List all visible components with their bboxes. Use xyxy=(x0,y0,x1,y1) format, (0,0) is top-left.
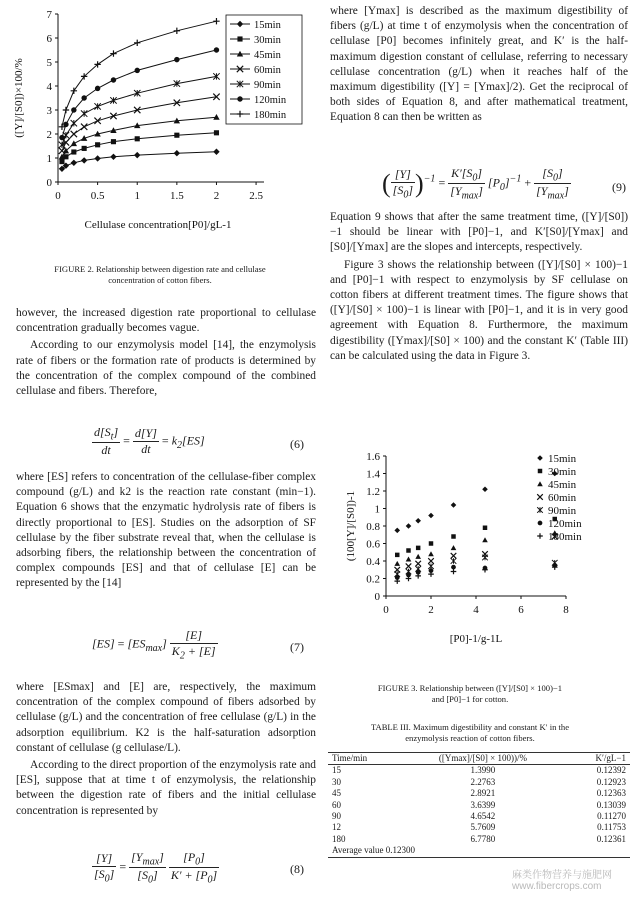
x-axis-label: [P0]-1/g-1L xyxy=(449,633,503,645)
data-point xyxy=(71,140,77,146)
table-row xyxy=(328,777,630,788)
data-point xyxy=(394,561,400,566)
legend-label: 90min xyxy=(548,505,577,517)
data-point xyxy=(537,455,543,461)
series-60min xyxy=(394,534,557,573)
table-row xyxy=(328,822,630,833)
data-point xyxy=(174,133,179,138)
y-tick-label: 0.6 xyxy=(366,538,380,551)
legend-label: 45min xyxy=(548,479,577,491)
table-header: ([Ymax]/[S0] × 100))/% xyxy=(438,753,527,763)
y-tick-label: 0.4 xyxy=(366,556,380,568)
data-point xyxy=(428,563,434,569)
data-point xyxy=(59,135,64,140)
table-cell: 12 xyxy=(332,822,341,833)
data-point xyxy=(111,77,116,82)
series-line xyxy=(62,97,217,151)
data-point xyxy=(538,521,543,526)
data-point xyxy=(406,576,412,582)
paragraph: where [Ymax] is described as the maximum digestibility of fibers (g/L) at time t of enzymolysis when the concentration of cellulase [P0] becomes infinitely great, and K′ is the half-maximum digestion constant of cellulase, referring to necessary cellulase concentration (g/L) when it reaches half of the maximum digestibility ([Y] = [Ymax]/2). Get the reciprocal of both sides of Equation 8, and after mathematical treatment, Equation 8 can then be written as xyxy=(330,5,628,124)
table-cell: 45 xyxy=(332,788,341,799)
legend-label: 120min xyxy=(548,518,582,530)
data-point xyxy=(110,50,116,56)
legend-label: 180min xyxy=(254,110,287,121)
data-point xyxy=(482,486,488,492)
figure-2-caption: FIGURE 2. Relationship between digestion rate and cellulase concentration of cotton fibers. xyxy=(54,264,266,285)
x-tick-label: 0 xyxy=(55,190,61,202)
series-line xyxy=(62,50,217,138)
data-point xyxy=(135,68,140,73)
table-cell: 2.2763 xyxy=(470,776,496,787)
y-tick-label: 5 xyxy=(46,57,52,69)
data-point xyxy=(451,569,457,575)
table-row xyxy=(328,765,630,777)
data-point xyxy=(406,548,410,552)
data-point xyxy=(59,159,64,164)
table-cell: 6.7780 xyxy=(470,833,496,844)
data-point xyxy=(406,523,412,529)
data-point xyxy=(71,88,77,94)
table-cell: 60 xyxy=(332,799,341,810)
legend-label: 60min xyxy=(254,65,281,76)
legend-label: 45min xyxy=(254,50,281,61)
table-title-line: TABLE III. Maximum digestibility and constant K′ in the xyxy=(370,722,570,732)
data-point xyxy=(174,28,180,34)
series-30min xyxy=(395,517,557,557)
data-point xyxy=(81,157,87,163)
data-point xyxy=(428,513,434,519)
y-tick-label: 0 xyxy=(46,177,52,189)
data-point xyxy=(483,526,487,530)
data-point xyxy=(110,113,116,119)
x-tick-label: 1.5 xyxy=(169,190,184,202)
x-tick-label: 2 xyxy=(428,604,434,616)
data-point xyxy=(95,86,100,91)
y-tick-label: 0.2 xyxy=(366,573,380,586)
legend xyxy=(226,15,302,124)
table-3 xyxy=(328,752,630,858)
data-point xyxy=(451,502,457,508)
data-point xyxy=(394,528,400,534)
table-row xyxy=(328,788,630,799)
data-point xyxy=(395,553,399,557)
data-point xyxy=(81,110,87,116)
watermark-line: www.fibercrops.com xyxy=(512,881,602,892)
equation-6: $\frac{d[S_t]}{dt}$ = $\frac{d[Y]}{dt}$ = $k_2[ES]$ xyxy=(94,425,205,458)
paragraph: where [ES] refers to concentration of the cellulase-fiber complex compound (g/L) and k2 is the reaction rate constant (min−1). Equation 6 shows that the enzymatic hydrolysis rate of fibers is directly proportional to [ES]. Studies on the adsorption of SF cellulase by the fiber substrate reveal that, when the cellulase is adsorbing fibers, the relationship between the concentration of complex compounds [ES] and that of cellulase [E] can be represented by the [14] xyxy=(16,471,316,590)
data-point xyxy=(134,90,140,96)
table-row xyxy=(328,834,630,845)
data-point xyxy=(71,107,76,112)
series-15min xyxy=(394,471,557,533)
series-120min xyxy=(395,563,557,580)
table-header: Time/min xyxy=(332,753,368,763)
data-point xyxy=(174,150,180,156)
data-point xyxy=(94,155,100,161)
data-point xyxy=(174,57,179,62)
data-point xyxy=(428,571,434,577)
figure-2-chart xyxy=(8,2,308,264)
watermark xyxy=(512,866,612,892)
y-tick-label: 1 xyxy=(46,153,52,165)
table-row xyxy=(328,811,630,822)
data-point xyxy=(406,563,412,569)
data-point xyxy=(394,578,400,584)
data-point xyxy=(537,481,543,486)
table-row xyxy=(328,800,630,811)
equation-9-number: (9) xyxy=(612,180,626,194)
paragraph: where [ESmax] and [E] are, respectively, the maximum concentration of the complex compound of fibers adsorbed by cellulase (g/L) and the concentration of free cellulase (g/L) in the adsorption equilibrium. K2 is the half-saturation adsorption constant of cellulase (g cellulase/L). xyxy=(16,681,316,754)
equation-9: ( $\frac{[Y]}{[S_0]}$ )$^{-1}$ = $\frac{K'[S_0]}{[Y_{max}]}$ $[P_0]^{-1}$ + $\frac{[S_0]}{[Y_{max}]}$ xyxy=(382,166,569,202)
data-point xyxy=(213,149,219,155)
data-point xyxy=(71,149,76,154)
x-tick-label: 0 xyxy=(383,604,389,616)
series-60min xyxy=(59,94,220,154)
data-point xyxy=(71,160,77,166)
legend-label: 15min xyxy=(548,453,577,465)
data-point xyxy=(416,546,420,550)
paragraph: however, the increased digestion rate proportional to cellulase concentration gradually becomes vague. xyxy=(16,307,316,335)
table-cell: 0.11270 xyxy=(597,811,626,822)
left-column-bottom xyxy=(16,680,316,821)
table-cell: 0.12361 xyxy=(596,833,626,844)
data-point xyxy=(63,107,69,113)
y-tick-label: 1 xyxy=(374,503,380,516)
data-point xyxy=(135,136,140,141)
table-cell: 90 xyxy=(332,811,341,822)
caption-line: and [P0]−1 for cotton. xyxy=(431,694,509,704)
caption-line: FIGURE 3. Relationship between ([Y]/[S0] × 100)−1 xyxy=(377,683,563,693)
table-cell: 15 xyxy=(332,765,341,776)
data-point xyxy=(214,47,219,52)
legend-label: 30min xyxy=(254,35,281,46)
table-cell: 5.7609 xyxy=(470,822,496,833)
figure-3-caption xyxy=(350,683,590,705)
data-point xyxy=(81,124,87,130)
y-tick-label: 1.6 xyxy=(366,451,380,463)
data-point xyxy=(71,131,77,137)
data-point xyxy=(81,95,86,100)
equation-8-number: (8) xyxy=(290,862,304,876)
y-tick-label: 7 xyxy=(46,9,52,21)
data-point xyxy=(94,103,100,109)
paragraph: Figure 3 shows the relationship between ([Y]/[S0] × 100)−1 and [P0]−1 with respect to enzymolysis by SF cellulase on cotton fibers at different treatment times. The figure shows that ([Y]/[S0] × 100)−1 is linear with [P0]−1, and it is in very good agreement with Equation 8. Furthermore, the maximum digestibility ([Ymax]/[S0] × 100) and the constant K′ (Table III) can be calculated using the data in Figure 3. xyxy=(330,258,628,362)
y-tick-label: 2 xyxy=(46,129,52,141)
legend-label: 30min xyxy=(548,466,577,478)
table-cell: 180 xyxy=(332,833,346,844)
y-tick-label: 0.8 xyxy=(366,521,380,533)
legend-label: 90min xyxy=(254,80,281,91)
x-tick-label: 8 xyxy=(563,604,569,616)
data-point xyxy=(214,130,219,135)
data-point xyxy=(237,96,242,101)
table-cell: 0.12923 xyxy=(596,776,626,787)
data-point xyxy=(537,494,543,500)
x-tick-label: 2 xyxy=(213,190,220,202)
data-point xyxy=(213,18,219,24)
data-point xyxy=(134,40,140,46)
data-point xyxy=(482,537,488,542)
table-3-title xyxy=(340,722,600,744)
data-point xyxy=(110,97,116,103)
y-axis-label: ([Y]/[S0])×100/% xyxy=(13,58,25,138)
legend-label: 120min xyxy=(254,95,287,106)
data-point xyxy=(95,142,100,147)
data-point xyxy=(415,518,421,524)
legend-label: 15min xyxy=(254,20,281,31)
y-tick-label: 1.2 xyxy=(366,486,380,498)
data-point xyxy=(537,507,543,513)
x-tick-label: 4 xyxy=(473,604,479,616)
y-tick-label: 1.4 xyxy=(366,468,380,481)
series-line xyxy=(62,21,217,127)
data-point xyxy=(537,533,543,539)
figure-3-chart xyxy=(340,446,590,668)
x-tick-label: 2.5 xyxy=(249,190,263,202)
paragraph: Equation 9 shows that after the same treatment time, ([Y]/[S0])−1 should be linear with [P0]−1, and K′[S0]/[Ymax] and [S0]/[Ymax] are the slopes and intercepts, respectively. xyxy=(330,211,628,254)
y-axis-label: (100[Y]/[S0])-1 xyxy=(345,490,357,562)
table-footer: Average value 0.12300 xyxy=(332,845,416,856)
equation-6-number: (6) xyxy=(290,437,304,451)
data-point xyxy=(71,120,77,126)
right-column-mid xyxy=(330,210,628,366)
x-tick-label: 1 xyxy=(134,190,140,202)
y-tick-label: 3 xyxy=(46,105,52,117)
data-point xyxy=(415,554,421,559)
data-point xyxy=(94,118,100,124)
table-header: K′/gL−1 xyxy=(595,753,626,763)
left-column-mid xyxy=(16,470,316,594)
legend-label: 60min xyxy=(548,492,577,504)
table-cell: 0.12363 xyxy=(596,788,626,799)
data-point xyxy=(213,114,219,120)
data-point xyxy=(451,534,455,538)
y-tick-label: 0 xyxy=(374,591,380,603)
data-point xyxy=(428,551,434,556)
data-point xyxy=(415,561,421,567)
data-point xyxy=(110,154,116,160)
legend xyxy=(537,453,582,543)
table-cell: 0.11753 xyxy=(597,822,626,833)
table-cell: 30 xyxy=(332,776,341,787)
data-point xyxy=(415,573,421,579)
right-column xyxy=(330,4,628,128)
data-point xyxy=(451,553,457,559)
left-column xyxy=(16,306,316,401)
data-point xyxy=(134,152,140,158)
data-point xyxy=(429,541,433,545)
table-cell: 4.6542 xyxy=(470,811,496,822)
series-180min xyxy=(59,18,220,130)
table-title-line: enzymolysis reaction of cotton fibers. xyxy=(405,733,535,743)
data-point xyxy=(82,146,87,151)
x-tick-label: 6 xyxy=(518,604,524,616)
table-cell: 2.8921 xyxy=(470,788,496,799)
paragraph: According to our enzymolysis model [14], the enzymolysis rate of fibers or the formation rate of products is determined by the concentration of the complex compound of the combined cellulase and fibers. Therefore, xyxy=(16,339,316,398)
equation-7-number: (7) xyxy=(290,640,304,654)
data-point xyxy=(237,36,242,41)
y-tick-label: 4 xyxy=(46,81,52,93)
data-point xyxy=(111,139,116,144)
equation-7: $[ES] = [ES_{max}]$ $\frac{[E]}{K_2 + [E]}$ xyxy=(92,628,216,662)
legend-label: 180min xyxy=(548,531,582,543)
data-point xyxy=(451,558,457,564)
table-cell: 0.13039 xyxy=(596,799,626,810)
data-point xyxy=(538,469,542,473)
y-tick-label: 6 xyxy=(46,33,52,45)
data-point xyxy=(482,555,488,561)
watermark-line: 麻类作物营养与施肥网 xyxy=(512,870,612,881)
data-point xyxy=(451,545,457,550)
table-cell: 1.3990 xyxy=(470,765,496,776)
series-15min xyxy=(59,149,220,172)
x-axis-label: Cellulase concentration[P0]/gL-1 xyxy=(84,219,232,231)
table-cell: 3.6399 xyxy=(470,799,496,810)
data-point xyxy=(406,556,412,561)
equation-8: $\frac{[Y]}{[S_0]}$ = $\frac{[Y_{max}]}{[S_0]}$ $\frac{[P_0]}{K' + [P_0]}$ xyxy=(94,850,218,886)
paragraph: According to the direct proportion of the enzymolysis rate and [ES], suppose that at time t of enzymolysis, the relationship between the digestion rate of fibers and the initial cellulase concentration is represented by xyxy=(16,759,316,817)
data-point xyxy=(428,558,434,564)
table-cell: 0.12392 xyxy=(596,765,626,776)
x-tick-label: 0.5 xyxy=(90,190,105,202)
